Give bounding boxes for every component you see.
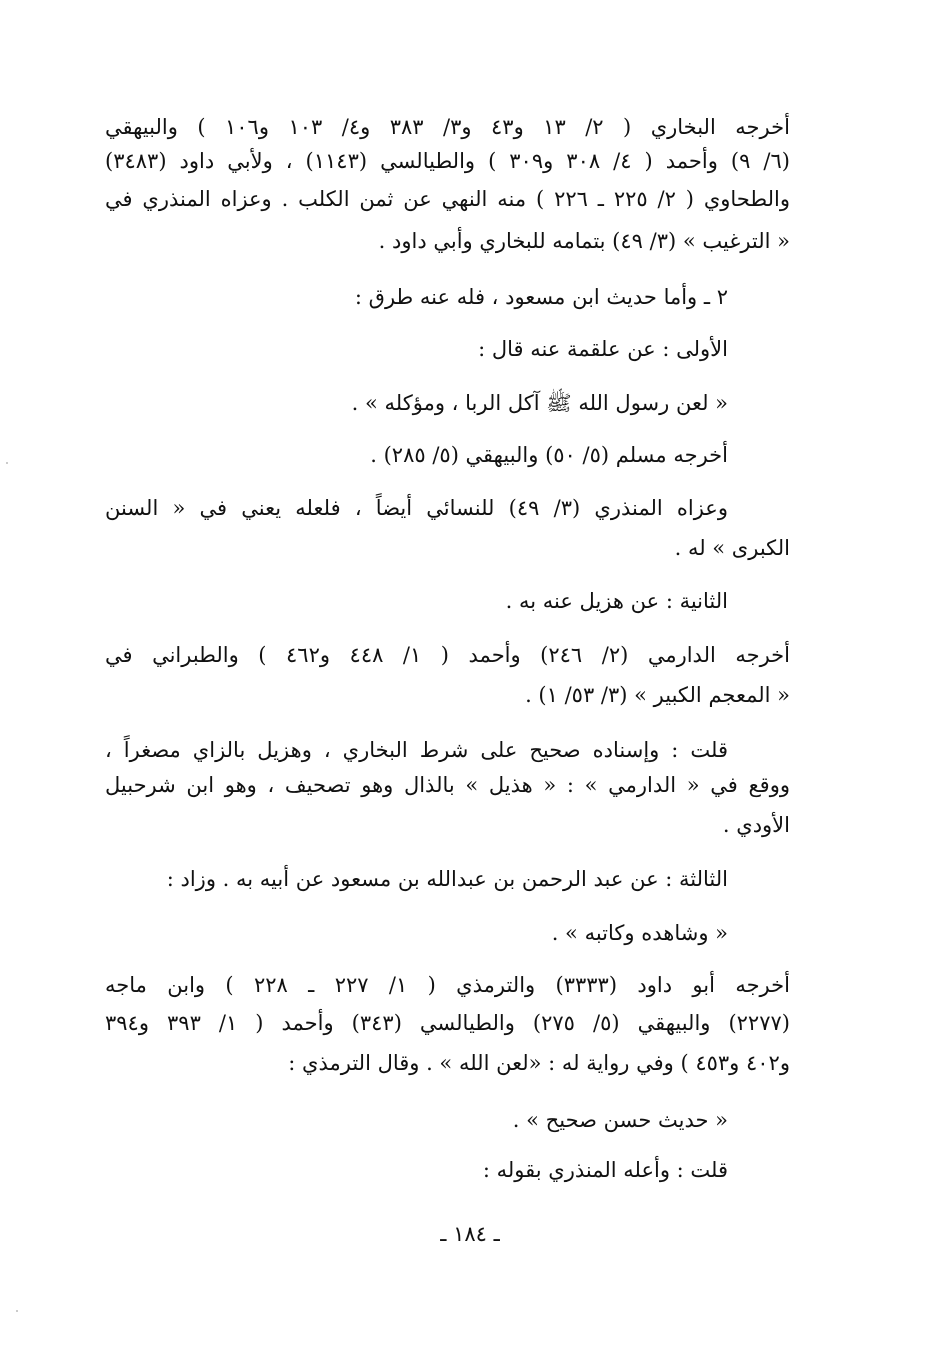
- text-line: أخرجه الدارمي (٢/ ٢٤٦) وأحمد ( ١/ ٤٤٨ و٤٦٢ ) والطبراني في: [105, 643, 790, 667]
- text-line: (٦/ ٩) وأحمد ( ٤/ ٣٠٨ و٣٠٩ ) والطيالسي (١١٤٣) ، ولأبي داود (٣٤٨٣): [105, 149, 790, 173]
- scan-speck: [6, 462, 8, 464]
- text-line: وعزاه المنذري (٣/ ٤٩) للنسائي أيضاً ، فلعله يعني في « السنن: [105, 496, 728, 520]
- section-heading: ٢ ـ وأما حديث ابن مسعود ، فله عنه طرق :: [354, 285, 728, 309]
- text-line: قلت : وإسناده صحيح على شرط البخاري ، وهزيل بالزاي مصغراً ،: [105, 738, 728, 762]
- hadith-quote: « لعن رسول الله ﷺ آكل الربا ، ومؤكله » .: [351, 391, 728, 415]
- text-line: أخرجه البخاري ( ٢/ ١٣ و٤٣ و٣/ ٣٨٣ و٤/ ١٠٣ و١٠٦ ) والبيهقي: [105, 115, 790, 139]
- text-line: الثالثة : عن عبد الرحمن بن عبدالله بن مسعود عن أبيه به . وزاد :: [166, 867, 728, 891]
- hadith-quote: « حديث حسن صحيح » .: [512, 1108, 728, 1132]
- scan-speck: [16, 1310, 18, 1312]
- hadith-quote: « وشاهده وكاتبه » .: [551, 921, 728, 945]
- text-line: (٢٢٧٧) والبيهقي (٥/ ٢٧٥) والطيالسي (٣٤٣) وأحمد ( ١/ ٣٩٣ و٣٩٤: [105, 1011, 790, 1035]
- text-line: أخرجه أبو داود (٣٣٣٣) والترمذي ( ١/ ٢٢٧ ـ ٢٢٨ ) وابن ماجه: [105, 973, 790, 997]
- text-line: الأولى : عن علقمة عنه قال :: [478, 337, 728, 361]
- text-line: « المعجم الكبير » (٣/ ٥٣/ ١) .: [525, 683, 790, 707]
- text-line: الأودي .: [722, 813, 790, 837]
- text-line: قلت : وأعله المنذري بقوله :: [482, 1158, 728, 1182]
- text-line: أخرجه مسلم (٥/ ٥٠) والبيهقي (٥/ ٢٨٥) .: [370, 443, 728, 467]
- text-line: « الترغيب » (٣/ ٤٩) بتمامه للبخاري وأبي داود .: [378, 229, 790, 253]
- text-line: ووقع في « الدارمي » : « هذيل » بالذال وهو تصحيف ، وهو ابن شرحبيل: [105, 773, 790, 797]
- text-line: الكبرى » له .: [674, 536, 790, 560]
- text-line: والطحاوي ( ٢/ ٢٢٥ ـ ٢٢٦ ) منه النهي عن ثمن الكلب . وعزاه المنذري في: [105, 187, 790, 211]
- text-line: و٤٠٢ و٤٥٣ ) وفي رواية له : «لعن الله » . وقال الترمذي :: [288, 1051, 790, 1075]
- text-line: الثانية : عن هزيل عنه به .: [505, 589, 728, 613]
- page-number: ـ ١٨٤ ـ: [440, 1222, 500, 1246]
